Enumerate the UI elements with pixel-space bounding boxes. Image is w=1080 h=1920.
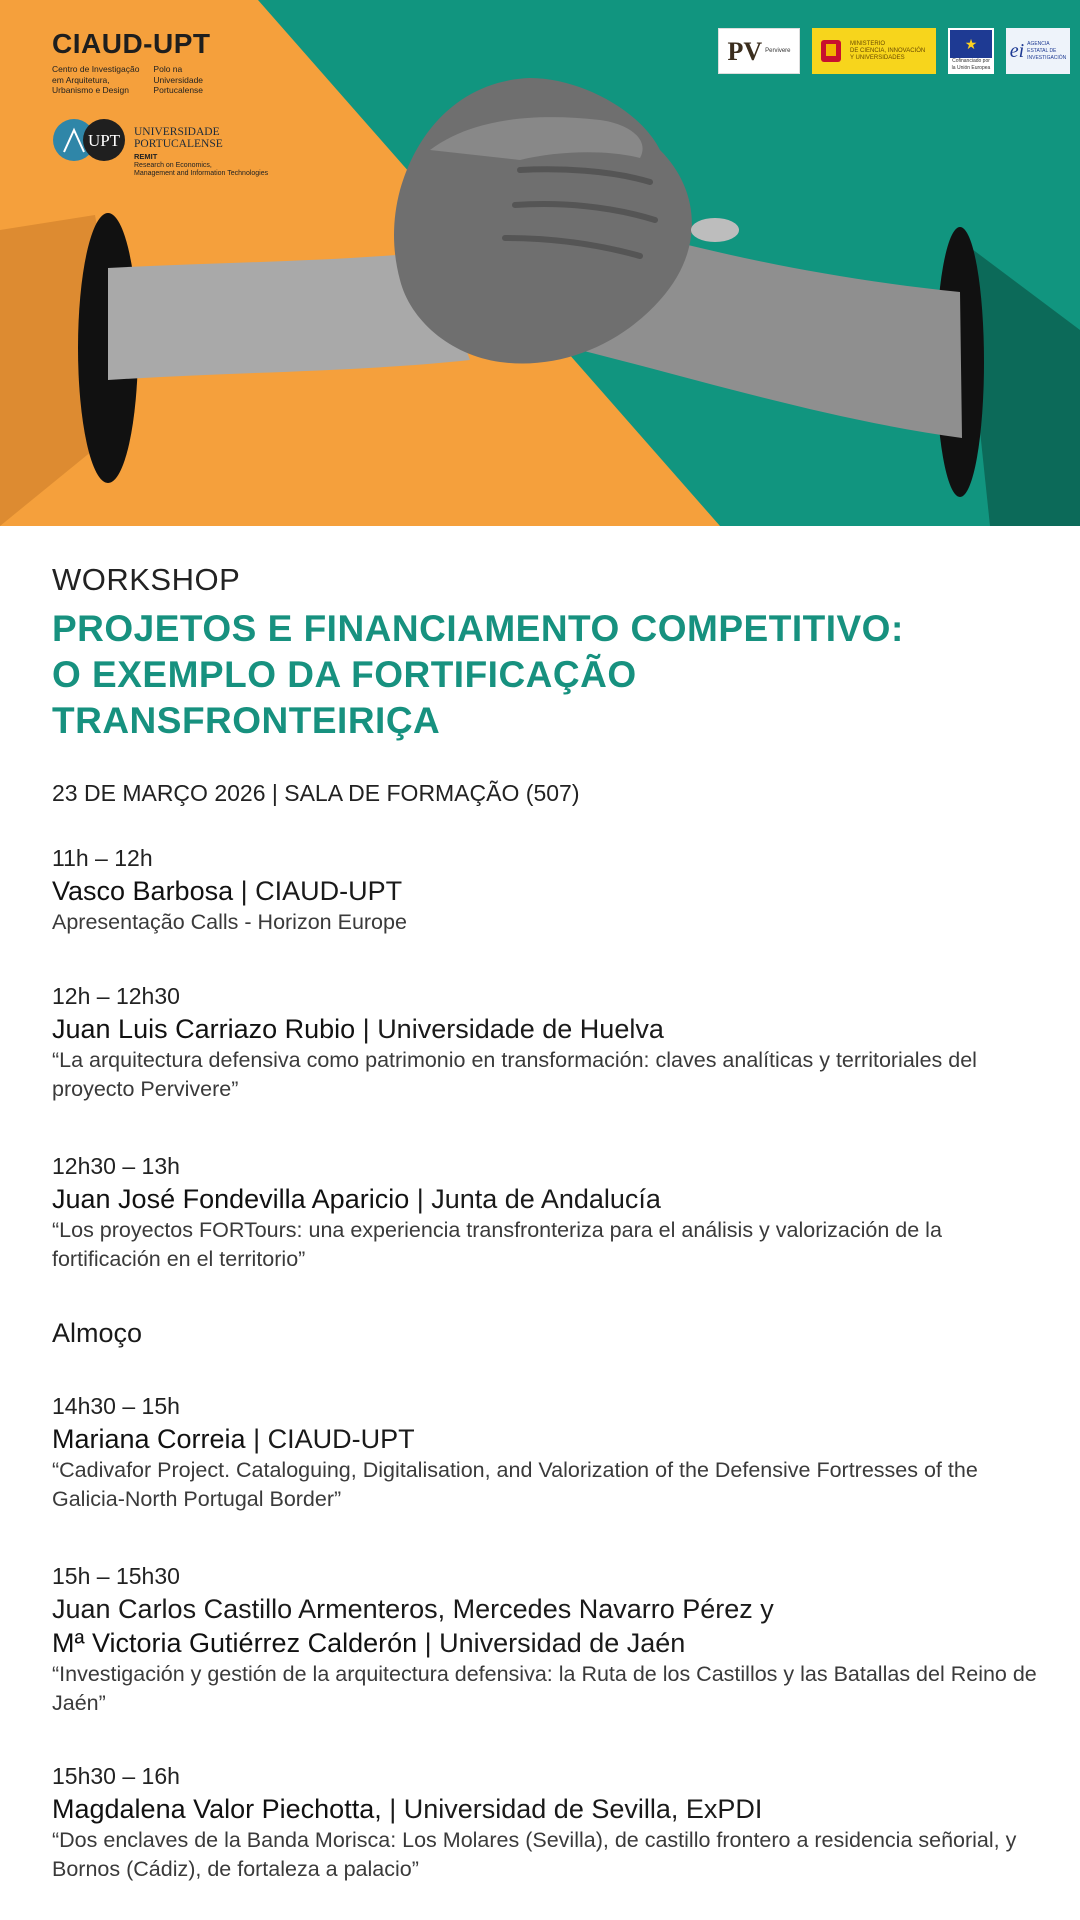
speaker-names-line: Juan Carlos Castillo Armenteros, Mercedes Navarro Pérez y bbox=[52, 1594, 774, 1624]
speaker-affiliation: | CIAUD-UPT bbox=[233, 876, 403, 906]
program-slot bbox=[52, 1392, 1042, 1514]
event-title: PROJETOS E FINANCIAMENTO COMPETITIVO: O EXEMPLO DA FORTIFICAÇÃO TRANSFRONTEIRIÇA bbox=[52, 608, 904, 741]
speaker-affiliation: | Junta de Andalucía bbox=[409, 1184, 661, 1214]
talk-title: “Dos enclaves de la Banda Morisca: Los Molares (Sevilla), de castillo frontero a residencia señorial, y Bornos (Cádiz), de fortaleza a palacio” bbox=[52, 1828, 1017, 1881]
ciaud-logo bbox=[52, 28, 211, 96]
event-type: WORKSHOP bbox=[52, 562, 241, 597]
speaker-name: Mariana Correia bbox=[52, 1424, 246, 1454]
slot-time: 11h – 12h bbox=[52, 845, 153, 871]
talk-title: Apresentação Calls - Horizon Europe bbox=[52, 910, 407, 934]
org-subtitle-right: Polo na Universidade Portucalense bbox=[153, 64, 204, 95]
hero-banner bbox=[0, 0, 1080, 526]
org-subtitle-left: Centro de Investigação em Arquitetura, Urbanismo e Design bbox=[52, 64, 140, 95]
speaker-name: Mª Victoria Gutiérrez Calderón bbox=[52, 1628, 418, 1658]
speaker-name: Juan José Fondevilla Aparicio bbox=[52, 1184, 410, 1214]
program-slot bbox=[52, 844, 1042, 937]
upt-emblem-text: UPT bbox=[87, 131, 121, 150]
speaker-affiliation: | Universidade de Huelva bbox=[355, 1014, 664, 1044]
talk-title: “La arquitectura defensiva como patrimonio en transformación: claves analíticas y territoriales del proyecto Pervivere” bbox=[52, 1048, 977, 1101]
university-name: UNIVERSIDADE PORTUCALENSE bbox=[134, 126, 223, 150]
slot-time: 12h – 12h30 bbox=[52, 983, 180, 1009]
slot-time: 12h30 – 13h bbox=[52, 1153, 180, 1179]
program-slot bbox=[52, 1562, 1042, 1718]
speaker-affiliation: | Universidad de Sevilla, ExPDI bbox=[381, 1794, 763, 1824]
sponsor-logos bbox=[718, 28, 1070, 74]
org-name: CIAUD-UPT bbox=[52, 28, 211, 59]
speaker-affiliation: | Universidad de Jaén bbox=[417, 1628, 686, 1658]
upt-logo bbox=[52, 118, 268, 178]
spain-coat-of-arms-icon bbox=[818, 36, 844, 66]
lunch-break: Almoço bbox=[52, 1318, 143, 1348]
pervivere-logo: PV Pervivere bbox=[718, 28, 800, 74]
program-slot bbox=[52, 982, 1042, 1104]
eu-logo: ★ Cofinanciado por la Unión Europea bbox=[948, 28, 994, 74]
eu-flag-icon: ★ bbox=[950, 30, 992, 58]
ministry-logo: MINISTERIO DE CIENCIA, INNOVACIÓN Y UNIVERSIDADES bbox=[812, 28, 936, 74]
slot-time: 15h – 15h30 bbox=[52, 1563, 180, 1589]
talk-title: “Investigación y gestión de la arquitectura defensiva: la Ruta de los Castillos y las Batallas del Reino de Jaén” bbox=[52, 1662, 1037, 1715]
event-date-location: 23 DE MARÇO 2026 | SALA DE FORMAÇÃO (507) bbox=[52, 780, 580, 806]
upt-emblem-icon bbox=[52, 118, 128, 162]
program-slot bbox=[52, 1762, 1042, 1884]
talk-title: “Los proyectos FORTours: una experiencia transfronteriza para el análisis y valorización de la fortificación en el territorio” bbox=[52, 1218, 942, 1271]
agency-logo: ei AGENCIA ESTATAL DE INVESTIGACIÓN bbox=[1006, 28, 1070, 74]
speaker-name: Juan Luis Carriazo Rubio bbox=[52, 1014, 356, 1044]
speaker-name: Vasco Barbosa bbox=[52, 876, 234, 906]
speaker-name: Magdalena Valor Piechotta, bbox=[52, 1794, 382, 1824]
slot-time: 15h30 – 16h bbox=[52, 1763, 180, 1789]
slot-time: 14h30 – 15h bbox=[52, 1393, 180, 1419]
remit-label: REMIT Research on Economics, Management and Information Technologies bbox=[134, 152, 269, 177]
program-slot bbox=[52, 1152, 1042, 1274]
speaker-affiliation: | CIAUD-UPT bbox=[245, 1424, 415, 1454]
talk-title: “Cadivafor Project. Cataloguing, Digitalisation, and Valorization of the Defensive Fortresses of the Galicia-North Portugal Border” bbox=[52, 1458, 978, 1511]
